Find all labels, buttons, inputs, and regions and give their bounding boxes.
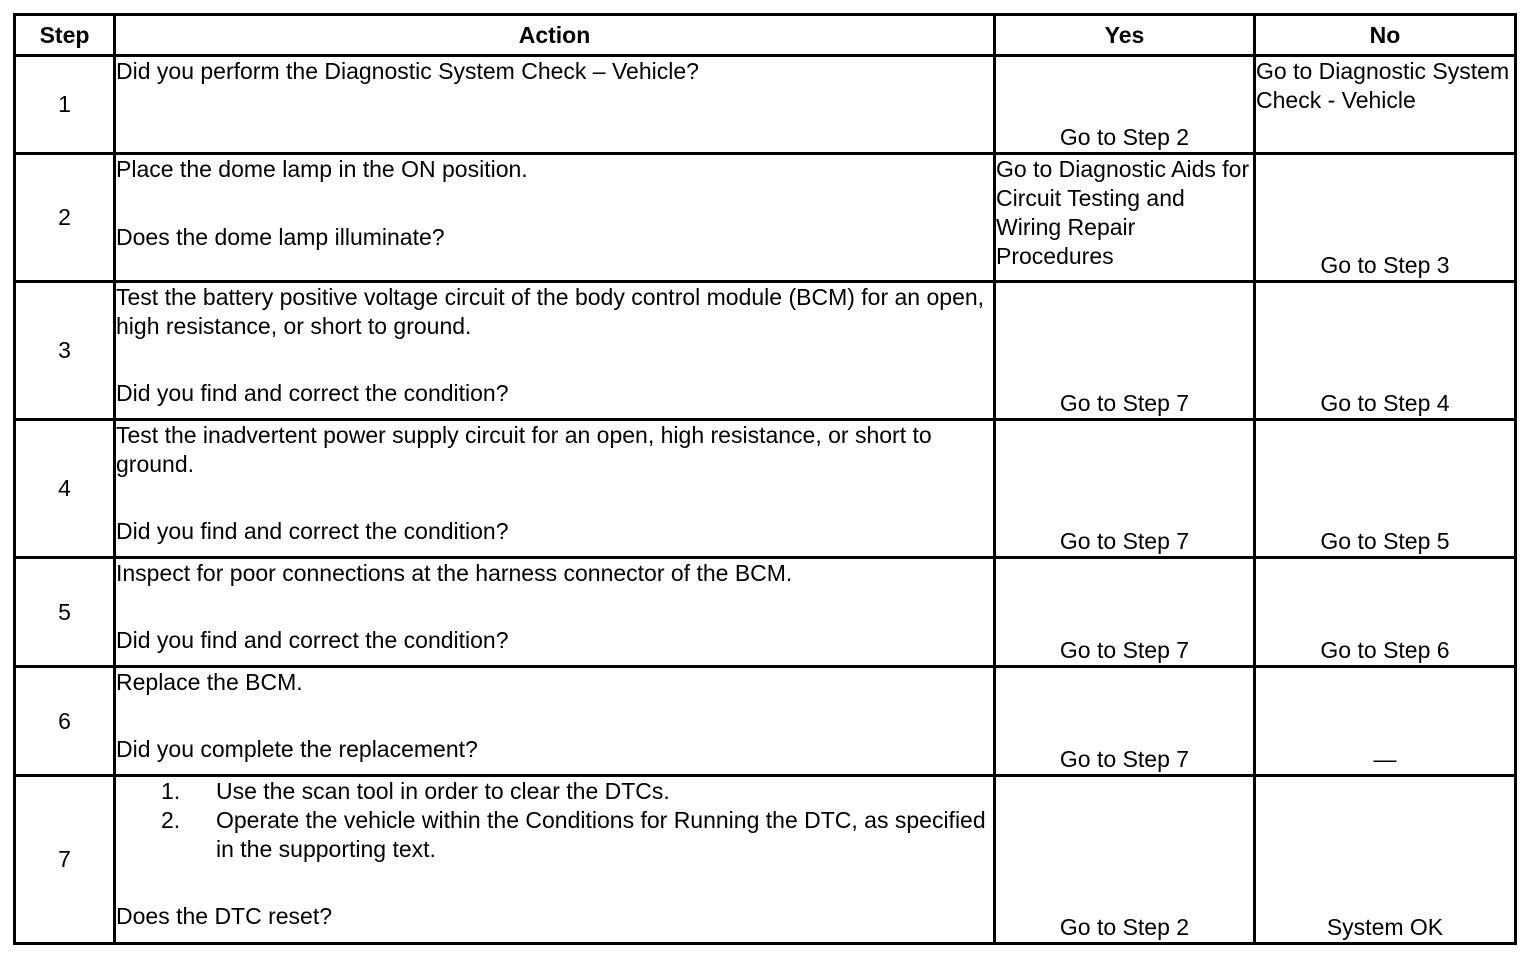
action-question: Does the DTC reset? — [116, 903, 333, 929]
no-cell: — — [1255, 667, 1516, 776]
action-cell — [115, 420, 995, 558]
action-cell — [115, 558, 995, 667]
yes-cell: Go to Step 7 — [995, 282, 1255, 420]
table-row — [15, 558, 1516, 667]
yes-cell: Go to Step 7 — [995, 667, 1255, 776]
action-cell — [115, 282, 995, 420]
action-numbered-list — [116, 777, 993, 864]
step-number: 4 — [15, 420, 115, 558]
list-item — [116, 806, 993, 864]
step-number: 7 — [15, 776, 115, 944]
list-item-text: Operate the vehicle within the Conditions for Running the DTC, as specified in the supporting text. — [216, 807, 986, 862]
table-row — [15, 420, 1516, 558]
action-question: Did you find and correct the condition? — [116, 380, 509, 406]
action-instruction: Test the inadvertent power supply circuit for an open, high resistance, or short to ground. — [116, 422, 932, 477]
action-cell — [115, 56, 995, 154]
yes-cell: Go to Step 2 — [995, 56, 1255, 154]
table-row — [15, 776, 1516, 944]
action-instruction: Test the battery positive voltage circuit of the body control module (BCM) for an open, high resistance, or short to ground. — [116, 284, 985, 339]
diagnostic-table — [13, 13, 1517, 945]
step-number: 5 — [15, 558, 115, 667]
table-row — [15, 154, 1516, 282]
action-cell — [115, 776, 995, 944]
header-row — [15, 15, 1516, 56]
step-number: 1 — [15, 56, 115, 154]
header-yes: Yes — [995, 15, 1255, 56]
header-action: Action — [115, 15, 995, 56]
list-item — [116, 777, 993, 806]
step-number: 2 — [15, 154, 115, 282]
step-number: 6 — [15, 667, 115, 776]
header-no: No — [1255, 15, 1516, 56]
list-item-number: 1. — [161, 778, 181, 804]
no-cell: Go to Diagnostic System Check - Vehicle — [1255, 56, 1516, 154]
action-question: Did you find and correct the condition? — [116, 518, 509, 544]
action-question: Does the dome lamp illuminate? — [116, 224, 445, 250]
yes-cell: Go to Step 2 — [995, 776, 1255, 944]
no-cell: Go to Step 5 — [1255, 420, 1516, 558]
header-step: Step — [15, 15, 115, 56]
no-cell: Go to Step 3 — [1255, 154, 1516, 282]
action-question: Did you perform the Diagnostic System Check – Vehicle? — [116, 58, 699, 84]
no-cell: Go to Step 6 — [1255, 558, 1516, 667]
table-row — [15, 667, 1516, 776]
action-instruction: Place the dome lamp in the ON position. — [116, 156, 528, 182]
action-cell — [115, 154, 995, 282]
yes-cell: Go to Diagnostic Aids for Circuit Testing and Wiring Repair Procedures — [995, 154, 1255, 282]
table-row — [15, 56, 1516, 154]
list-item-text: Use the scan tool in order to clear the DTCs. — [216, 778, 670, 804]
yes-cell: Go to Step 7 — [995, 558, 1255, 667]
action-instruction: Inspect for poor connections at the harness connector of the BCM. — [116, 560, 793, 586]
no-cell: Go to Step 4 — [1255, 282, 1516, 420]
table-row — [15, 282, 1516, 420]
action-instruction: Replace the BCM. — [116, 669, 303, 695]
diagnostic-table-container — [13, 13, 1514, 941]
action-cell — [115, 667, 995, 776]
no-cell: System OK — [1255, 776, 1516, 944]
action-question: Did you find and correct the condition? — [116, 627, 509, 653]
step-number: 3 — [15, 282, 115, 420]
yes-cell: Go to Step 7 — [995, 420, 1255, 558]
list-item-number: 2. — [161, 807, 181, 833]
action-question: Did you complete the replacement? — [116, 736, 478, 762]
